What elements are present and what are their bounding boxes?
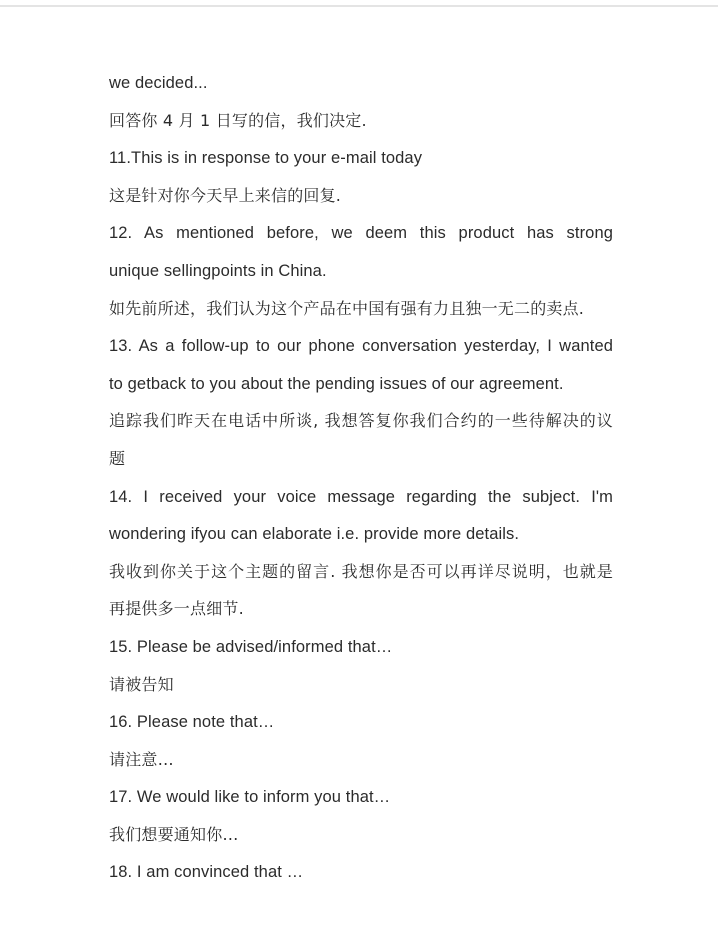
text-line-en: wondering ifyou can elaborate i.e. provide more details. [109,525,520,544]
text-line-en: we decided... [109,74,208,92]
text-line-zh: 如先前所述，我们认为这个产品在中国有强有力且独一无二的卖点. [109,298,585,318]
text-line-en: to getback to you about the pending issues of our agreement. [109,374,564,393]
text-line-zh: 我们想要通知你… [109,824,239,844]
text-line-en: 13. As a follow-up to our phone conversation yesterday, I wanted [109,337,613,356]
text-line-en: 15. Please be advised/informed that… [109,637,393,656]
top-divider [0,5,718,7]
text-line-en: 12. As mentioned before, we deem this product has strong [109,224,613,243]
text-line-zh: 追踪我们昨天在电话中所谈, 我想答复你我们合约的一些待解决的议 [109,411,613,431]
text-line-en: unique sellingpoints in China. [109,261,327,280]
text-line-zh: 请被告知 [109,674,174,694]
text-line-zh: 回答你 4 月 1 日写的信，我们决定. [109,110,367,130]
text-line-zh: 这是针对你今天早上来信的回复. [109,185,342,205]
text-line-en: 18. I am convinced that … [109,863,304,882]
text-line-en: 17. We would like to inform you that… [109,788,391,807]
text-line-zh: 我收到你关于这个主题的留言. 我想你是否可以再详尽说明，也就是 [109,561,613,581]
document-page [109,66,613,893]
text-line-en: 16. Please note that… [109,713,275,732]
text-line-zh: 请注意… [109,749,174,769]
text-line-en: 11.This is in response to your e-mail today [109,149,423,168]
text-line-en: 14. I received your voice message regarding the subject. I'm [109,487,613,506]
text-line-zh: 题 [109,448,126,468]
text-line-zh: 再提供多一点细节. [109,599,244,619]
